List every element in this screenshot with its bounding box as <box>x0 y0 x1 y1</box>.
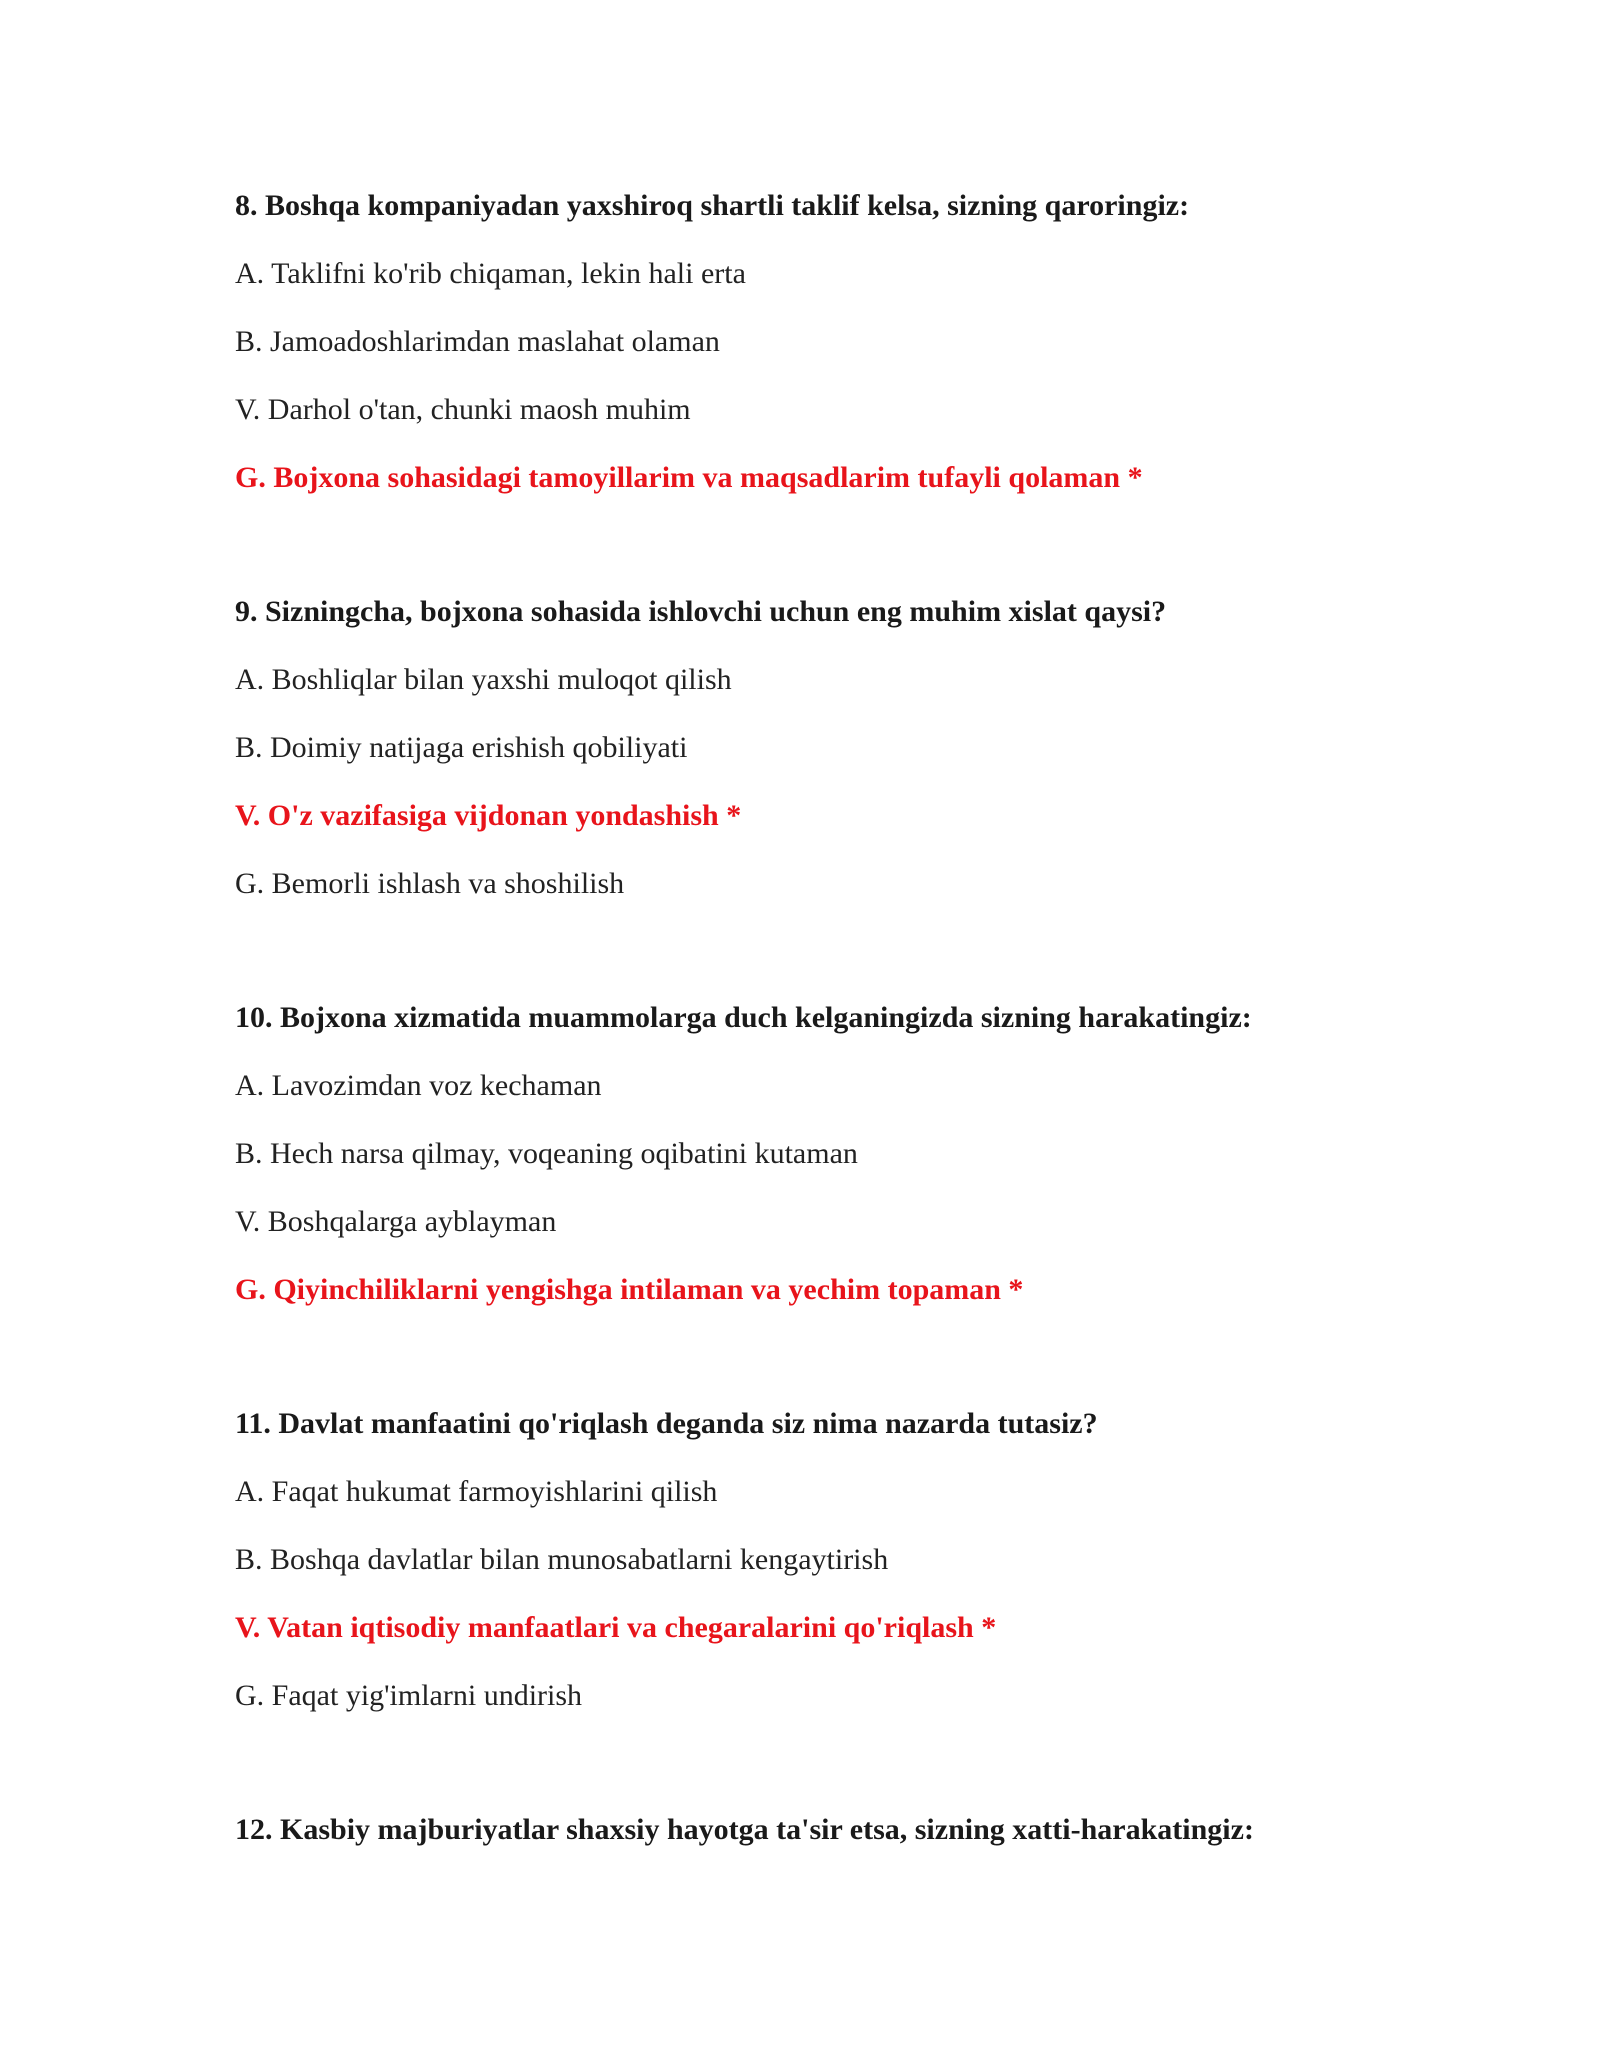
question-title: 10. Bojxona xizmatida muammolarga duch kelganingizda sizning harakatingiz: <box>235 1001 1252 1034</box>
answer-option: B. Doimiy natijaga erishish qobiliyati <box>235 731 688 764</box>
answer-option: A. Faqat hukumat farmoyishlarini qilish <box>235 1475 718 1508</box>
question-title: 8. Boshqa kompaniyadan yaxshiroq shartli taklif kelsa, sizning qaroringiz: <box>235 189 1190 222</box>
correct-answer-option: V. Vatan iqtisodiy manfaatlari va chegaralarini qo'riqlash * <box>235 1611 997 1644</box>
correct-answer-option: G. Bojxona sohasidagi tamoyillarim va maqsadlarim tufayli qolaman * <box>235 461 1143 494</box>
question-11 <box>235 1406 1435 1746</box>
correct-answer-option: V. O'z vazifasiga vijdonan yondashish * <box>235 799 742 832</box>
answer-option: B. Boshqa davlatlar bilan munosabatlarni kengaytirish <box>235 1543 889 1576</box>
question-9 <box>235 594 1435 934</box>
answer-option: G. Faqat yig'imlarni undirish <box>235 1679 583 1712</box>
question-8 <box>235 188 1435 528</box>
question-title: 9. Sizningcha, bojxona sohasida ishlovchi uchun eng muhim xislat qaysi? <box>235 595 1167 628</box>
answer-option: V. Darhol o'tan, chunki maosh muhim <box>235 393 691 426</box>
question-10 <box>235 1000 1435 1340</box>
answer-option: B. Jamoadoshlarimdan maslahat olaman <box>235 325 720 358</box>
correct-answer-option: G. Qiyinchiliklarni yengishga intilaman va yechim topaman * <box>235 1273 1024 1306</box>
answer-option: A. Taklifni ko'rib chiqaman, lekin hali erta <box>235 257 746 290</box>
answer-option: G. Bemorli ishlash va shoshilish <box>235 867 625 900</box>
question-title: 11. Davlat manfaatini qo'riqlash deganda siz nima nazarda tutasiz? <box>235 1407 1098 1440</box>
answer-option: V. Boshqalarga ayblayman <box>235 1205 557 1238</box>
question-title: 12. Kasbiy majburiyatlar shaxsiy hayotga ta'sir etsa, sizning xatti-harakatingiz: <box>235 1813 1254 1846</box>
answer-option: B. Hech narsa qilmay, voqeaning oqibatini kutaman <box>235 1137 858 1170</box>
answer-option: A. Lavozimdan voz kechaman <box>235 1069 602 1102</box>
question-12 <box>235 1812 1435 1880</box>
answer-option: A. Boshliqlar bilan yaxshi muloqot qilish <box>235 663 732 696</box>
